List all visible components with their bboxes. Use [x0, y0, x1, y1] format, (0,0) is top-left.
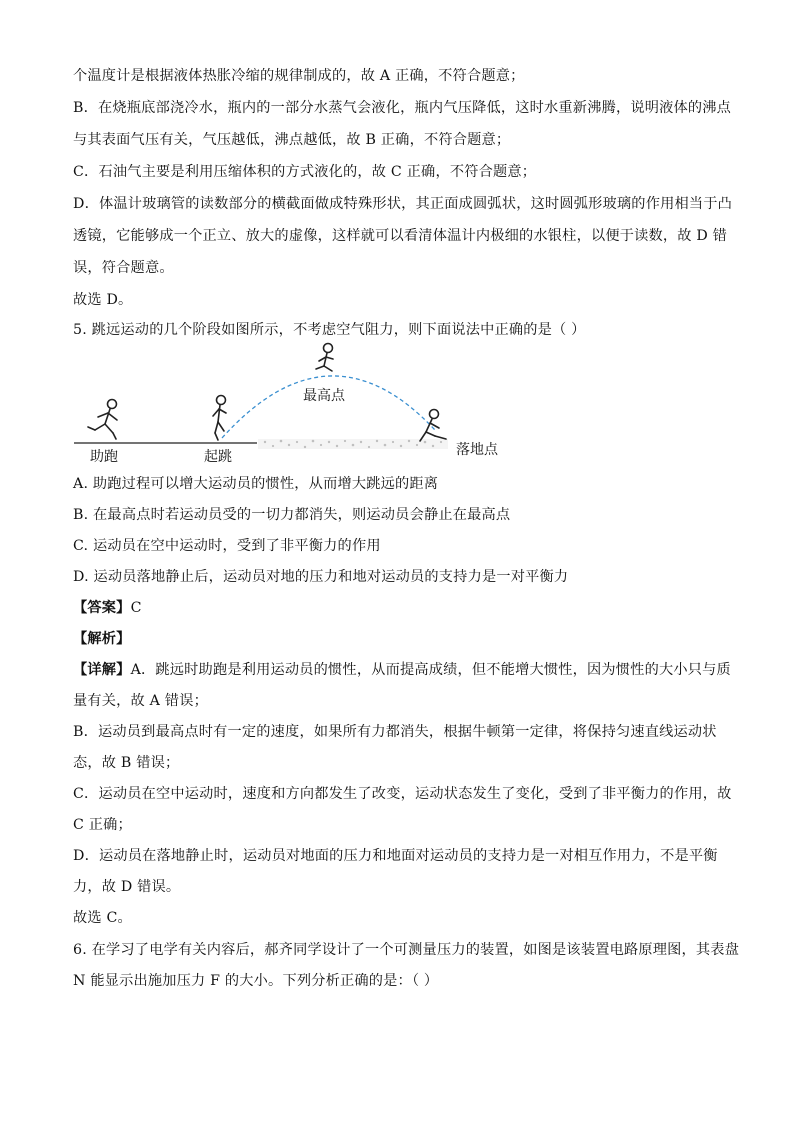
q5-detail-c-line1: C．运动员在空中运动时，速度和方向都发生了改变，运动状态发生了变化，受到了非平衡力的作用，故 — [73, 786, 732, 802]
prev-q4-option-d-line1: D．体温计玻璃管的读数部分的横截面做成特殊形状，其正面成圆弧状，这时圆弧形玻璃的作用相当于凸 — [73, 196, 733, 212]
q5-option-b: B. 在最高点时若运动员受的一切力都消失，则运动员会静止在最高点 — [73, 507, 511, 523]
prev-q4-conclusion: 故选 D。 — [73, 292, 133, 308]
prev-q4-option-d-line3: 误，符合题意。 — [73, 260, 174, 276]
runner-figure — [88, 400, 117, 440]
q5-detail-d-line2: 力，故 D 错误。 — [73, 879, 181, 895]
takeoff-figure — [213, 396, 226, 441]
q6-stem-line2: N 能显示出施加压力 F 的大小。下列分析正确的是：（ ） — [73, 973, 439, 989]
q5-detail-a-line1: 【详解】A．跳远时助跑是利用运动员的惯性，从而提高成绩，但不能增大惯性，因为惯性的大小只与质 — [73, 662, 731, 678]
q5-stem: 5. 跳远运动的几个阶段如图所示，不考虑空气阻力，则下面说法中正确的是（ ） — [73, 322, 586, 338]
q6-stem-line1: 6. 在学习了电学有关内容后，郝齐同学设计了一个可测量压力的装置，如图是该装置电路原理图，其表盘 — [73, 942, 740, 958]
detail-tag: 【详解】 — [73, 662, 131, 678]
prev-q4-option-d-line2: 透镜，它能够成一个正立、放大的虚像，这样就可以看清体温计内极细的水银柱，以便于读数，故 D 错 — [73, 228, 728, 244]
label-highest-point: 最高点 — [303, 388, 345, 404]
q5-option-c: C. 运动员在空中运动时，受到了非平衡力的作用 — [73, 538, 381, 554]
q5-detail-b-line1: B．运动员到最高点时有一定的速度，如果所有力都消失，根据牛顿第一定律，将保持匀速直线运动状 — [73, 724, 717, 740]
q5-analysis-heading — [73, 629, 131, 649]
q5-conclusion: 故选 C。 — [73, 910, 132, 926]
prev-q4-line-a-cont: 个温度计是根据液体热胀冷缩的规律制成的，故 A 正确，不符合题意； — [73, 68, 525, 84]
q5-detail-c-line2: C 正确； — [73, 817, 132, 833]
prev-q4-option-b-line2: 与其表面气压有关，气压越低，沸点越低，故 B 正确，不符合题意； — [73, 132, 511, 148]
answer-value: C — [130, 600, 142, 616]
prev-q4-option-c: C．石油气主要是利用压缩体积的方式液化的，故 C 正确，不符合题意； — [73, 164, 537, 180]
label-run-up: 助跑 — [90, 449, 118, 465]
long-jump-figure — [70, 338, 510, 468]
answer-tag: 【答案】 — [73, 600, 131, 616]
trajectory-arc — [222, 376, 435, 438]
prev-q4-option-b-line1: B．在烧瓶底部浇冷水，瓶内的一部分水蒸气会液化，瓶内气压降低，这时水重新沸腾，说明液体的沸点 — [73, 100, 732, 116]
q5-detail-a-line2: 量有关，故 A 错误； — [73, 693, 208, 709]
q5-detail-d-line1: D．运动员在落地静止时，运动员对地面的压力和地面对运动员的支持力是一对相互作用力，不是平衡 — [73, 848, 718, 864]
label-takeoff: 起跳 — [204, 449, 232, 465]
landing-figure — [420, 410, 446, 442]
label-landing-point: 落地点 — [456, 442, 498, 458]
q5-answer — [73, 598, 142, 618]
q5-option-a: A. 助跑过程可以增大运动员的惯性，从而增大跳远的距离 — [73, 476, 439, 492]
highest-point-figure — [316, 344, 333, 372]
analysis-tag: 【解析】 — [73, 631, 131, 647]
q5-option-d: D. 运动员落地静止后，运动员对地的压力和地对运动员的支持力是一对平衡力 — [73, 569, 569, 585]
q5-detail-b-line2: 态，故 B 错误； — [73, 755, 180, 771]
